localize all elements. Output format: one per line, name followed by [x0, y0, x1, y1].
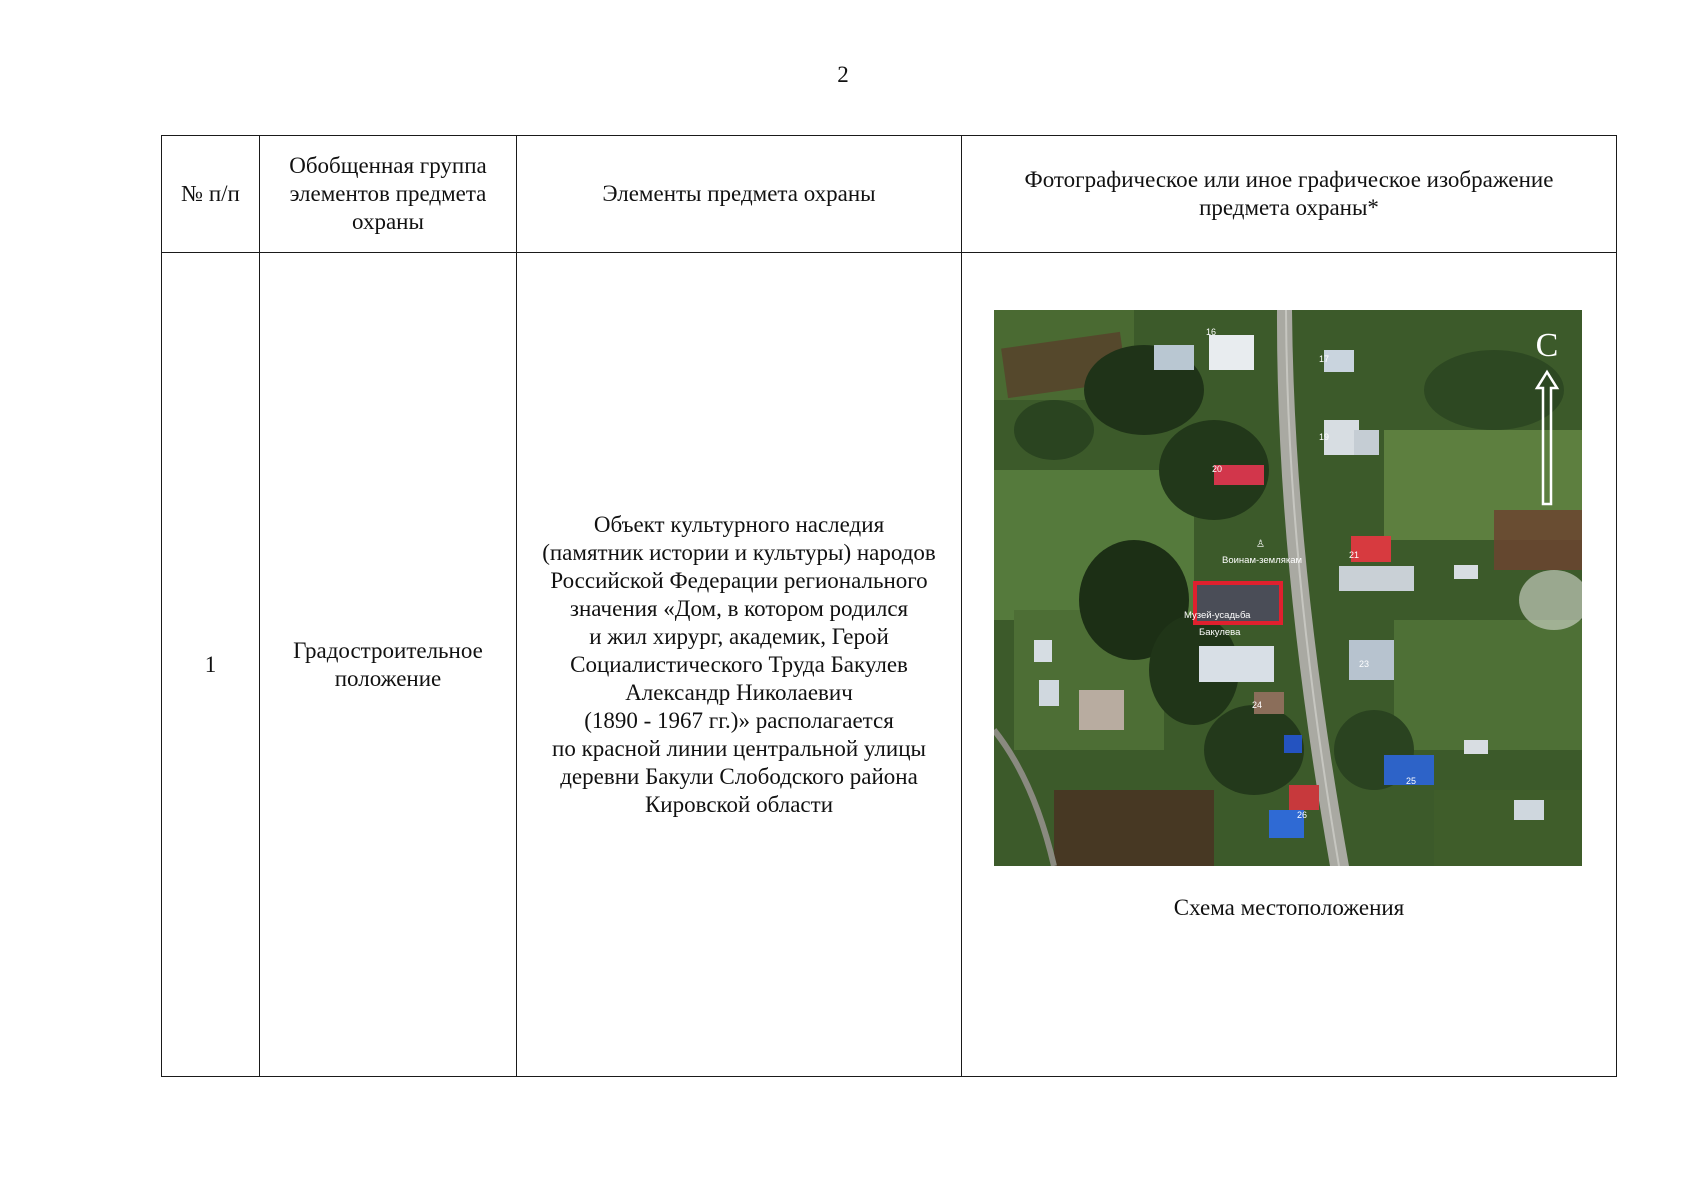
- header-elements: Элементы предмета охраны: [517, 136, 962, 253]
- field-patch: [1394, 620, 1582, 750]
- building: [1209, 335, 1254, 370]
- satellite-map-image: [994, 310, 1582, 866]
- image-caption: Схема местоположения: [1173, 895, 1405, 920]
- house-number: 21: [1349, 550, 1360, 560]
- header-number: № п/п: [162, 136, 260, 253]
- building-red-roof: [1289, 785, 1319, 810]
- house-number: 23: [1359, 659, 1370, 669]
- table-header-row: [162, 136, 1617, 253]
- building: [1154, 345, 1194, 370]
- house-number: 20: [1212, 464, 1223, 474]
- north-letter: С: [1535, 327, 1559, 364]
- building: [1354, 430, 1379, 455]
- house-number: 24: [1252, 700, 1263, 710]
- building: [1324, 420, 1359, 455]
- building: [1034, 640, 1052, 662]
- building: [1079, 690, 1124, 730]
- building: [1349, 640, 1394, 680]
- protection-table: [161, 135, 1617, 1077]
- satellite-map: [994, 310, 1582, 866]
- header-image: Фотографическое или иное графическое изображение предмета охраны*: [962, 136, 1617, 253]
- house-number: 25: [1406, 776, 1417, 786]
- row-group: Градостроительное положение: [260, 253, 517, 1077]
- house-number: 19: [1319, 432, 1330, 442]
- building: [1039, 680, 1059, 706]
- monument-label: Воинам-землякам: [1222, 555, 1303, 566]
- house-number: 17: [1319, 354, 1330, 364]
- house-number: 26: [1297, 810, 1308, 820]
- row-elements: Объект культурного наследия (памятник истории и культуры) народов Российской Федерации регионального значения «Дом, в котором родился и жил хирург, академик, Герой Социалистического Труда Бакулев Александр Николаевич (1890 - 1967 гг.)» располагается по красной линии центральной улицы деревни Бакули Слободского района Кировской области: [517, 253, 962, 1077]
- building: [1339, 566, 1414, 591]
- house-number: 16: [1206, 327, 1217, 337]
- page-number: 2: [837, 62, 849, 87]
- field-patch: [1054, 790, 1214, 866]
- building: [1464, 740, 1488, 754]
- building: [1454, 565, 1478, 579]
- row-number: 1: [162, 253, 260, 1077]
- header-group: Обобщенная группа элементов предмета охраны: [260, 136, 517, 253]
- building-blue-roof: [1284, 735, 1302, 753]
- monument-icon: ♙: [1256, 539, 1265, 550]
- museum-label-line2: Бакулева: [1199, 627, 1241, 638]
- tree-canopy: [1014, 400, 1094, 460]
- table-row: [162, 253, 1617, 1077]
- row-image-cell: [962, 253, 1617, 1077]
- building: [1514, 800, 1544, 820]
- field-patch: [1494, 510, 1582, 570]
- field-patch: [1434, 790, 1582, 866]
- museum-label-line1: Музей-усадьба: [1184, 610, 1251, 621]
- museum-building: [1199, 646, 1274, 682]
